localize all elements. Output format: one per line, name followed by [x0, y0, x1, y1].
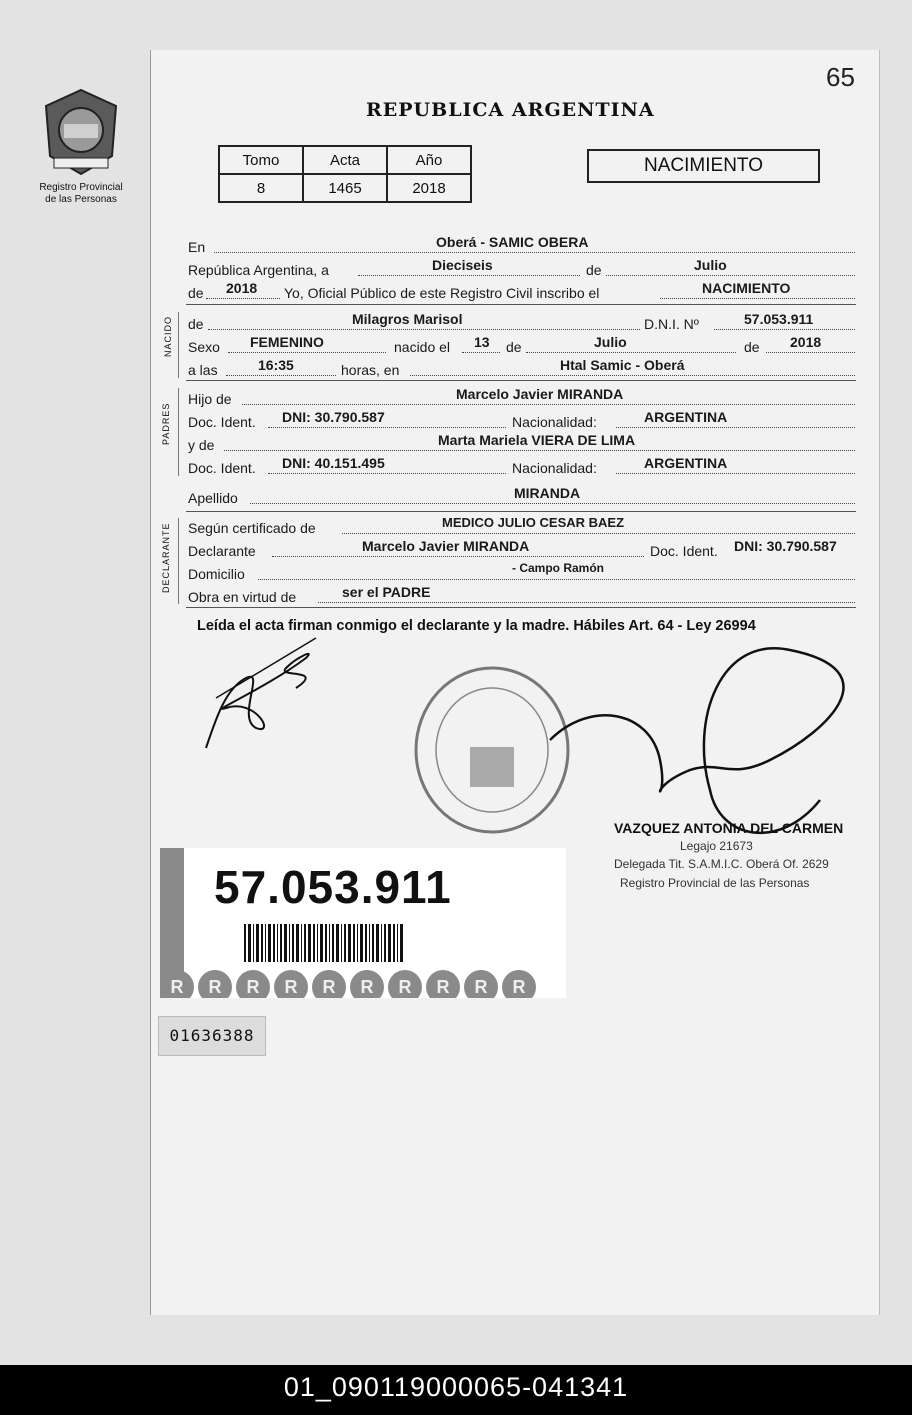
sticker-number: 57.053.911	[214, 861, 452, 913]
watermark-row: R R R R R R R R R R	[160, 970, 536, 998]
row-mother	[188, 432, 855, 457]
dotted-line	[268, 473, 506, 474]
row-mother-doc	[188, 455, 855, 480]
row-date	[188, 257, 855, 282]
tomo-header: Tomo	[219, 146, 303, 174]
place-value: Oberá - SAMIC OBERA	[436, 234, 589, 250]
doc-label: Doc. Ident.	[188, 414, 256, 430]
page-number: 65	[826, 62, 855, 92]
father-nationality: ARGENTINA	[644, 409, 728, 425]
mother-doc: DNI: 40.151.495	[282, 455, 385, 471]
dotted-line	[318, 602, 855, 603]
nacido-el-label: nacido el	[394, 339, 451, 355]
month-value: Julio	[694, 257, 727, 273]
dom-label: Domicilio	[188, 566, 245, 582]
official-legajo: Legajo 21673	[680, 839, 753, 853]
day-value: Dieciseis	[432, 257, 493, 273]
registry-label: Registro Provincial de las Personas	[39, 182, 123, 205]
section-divider	[186, 380, 856, 381]
birth-month: Julio	[594, 334, 627, 350]
row-sex	[188, 334, 855, 359]
row-time	[188, 357, 855, 382]
dotted-line	[258, 579, 855, 580]
sexo-label: Sexo	[188, 339, 220, 355]
doc-label: Doc. Ident.	[650, 543, 718, 559]
official-name: VAZQUEZ ANTONIA DEL CARMEN	[614, 820, 844, 836]
dotted-line	[616, 427, 855, 428]
serial-number: 01636388	[158, 1016, 266, 1056]
de-label: de	[188, 316, 204, 332]
row-declarant	[188, 538, 855, 563]
surname-value: MIRANDA	[514, 485, 581, 501]
dotted-line	[714, 329, 855, 330]
dotted-line	[242, 404, 855, 405]
document-title: REPUBLICA ARGENTINA	[366, 99, 655, 121]
row-father-doc	[188, 409, 855, 434]
dotted-line	[272, 556, 644, 557]
declarant-name: Marcelo Javier MIRANDA	[362, 538, 530, 554]
dni-label: D.N.I. Nº	[644, 316, 699, 332]
nac-label: Nacionalidad:	[512, 460, 597, 476]
dotted-line	[226, 375, 336, 376]
dotted-line	[342, 533, 855, 534]
official-registry: Registro Provincial de las Personas	[620, 876, 810, 890]
dotted-line	[214, 252, 855, 253]
section-bar	[178, 518, 179, 604]
de-label: de	[744, 339, 760, 355]
dotted-line	[224, 450, 855, 451]
dotted-line	[358, 275, 580, 276]
record-table	[218, 145, 472, 203]
dotted-line	[410, 375, 855, 376]
obra-label: Obra en virtud de	[188, 589, 297, 605]
dotted-line	[606, 275, 855, 276]
de-label: de	[506, 339, 522, 355]
row-father	[188, 386, 855, 411]
dotted-line	[660, 298, 855, 299]
domicile-value: - Campo Ramón	[512, 561, 605, 575]
time-label: a las	[188, 362, 218, 378]
section-bar	[178, 312, 179, 378]
barcode	[244, 924, 494, 962]
row-name	[188, 311, 855, 336]
child-name: Milagros Marisol	[352, 311, 463, 327]
birth-place: Htal Samic - Oberá	[560, 357, 685, 373]
sexo-value: FEMENINO	[250, 334, 324, 350]
nacido-section-label: NACIDO	[163, 315, 173, 357]
provincia-misiones-logo	[40, 86, 122, 178]
mother-nationality: ARGENTINA	[644, 455, 728, 471]
row-place	[188, 234, 855, 259]
de-label: de	[586, 262, 602, 278]
row-domicile	[188, 561, 855, 586]
time-value: 16:35	[258, 357, 294, 373]
dotted-line	[250, 503, 855, 504]
section-divider	[186, 304, 856, 305]
father-name: Marcelo Javier MIRANDA	[456, 386, 624, 402]
en-label: En	[188, 239, 206, 255]
dotted-line	[206, 298, 280, 299]
acta-header: Acta	[303, 146, 387, 174]
official-position: Delegada Tit. S.A.M.I.C. Oberá Of. 2629	[614, 857, 829, 871]
yde-label: y de	[188, 437, 215, 453]
dotted-line	[616, 473, 855, 474]
section-divider	[186, 511, 856, 512]
hijo-label: Hijo de	[188, 391, 232, 407]
apellido-label: Apellido	[188, 490, 238, 506]
statement-text: Yo, Oficial Público de este Registro Civil inscribo el	[284, 285, 600, 301]
republica-label: República Argentina, a	[188, 262, 329, 278]
dotted-line	[228, 352, 386, 353]
decl-label: Declarante	[188, 543, 256, 559]
place-label: horas, en	[341, 362, 400, 378]
year-value: 2018	[226, 280, 258, 296]
section-divider	[186, 607, 856, 608]
anio-value: 2018	[387, 174, 471, 202]
dotted-line	[268, 427, 506, 428]
row-certificate	[188, 515, 855, 540]
child-dni: 57.053.911	[744, 311, 814, 327]
declarant-doc: DNI: 30.790.587	[734, 538, 837, 554]
capacity-value: ser el PADRE	[342, 584, 431, 600]
certificate-value: MEDICO JULIO CESAR BAEZ	[442, 515, 625, 530]
nac-label: Nacionalidad:	[512, 414, 597, 430]
row-year	[188, 280, 855, 305]
closing-statement: Leída el acta firman conmigo el declarante y la madre. Hábiles Art. 64 - Ley 26994	[197, 618, 756, 634]
acta-value: 1465	[303, 174, 387, 202]
tomo-value: 8	[219, 174, 303, 202]
row-capacity	[188, 584, 855, 609]
padres-section-label: PADRES	[161, 402, 171, 445]
dotted-line	[208, 329, 640, 330]
birth-day: 13	[474, 334, 490, 350]
row-surname	[188, 485, 855, 510]
de2-label: de	[188, 285, 204, 301]
dotted-line	[766, 352, 855, 353]
cert-label: Según certificado de	[188, 520, 316, 536]
declarant-signature	[196, 618, 336, 758]
record-type-box: NACIMIENTO	[587, 149, 820, 183]
dotted-line	[526, 352, 736, 353]
section-bar	[178, 388, 179, 476]
father-doc: DNI: 30.790.587	[282, 409, 385, 425]
doc-label: Doc. Ident.	[188, 460, 256, 476]
declarante-section-label: DECLARANTE	[161, 522, 171, 593]
anio-header: Año	[387, 146, 471, 174]
mother-name: Marta Mariela VIERA DE LIMA	[438, 432, 636, 448]
birth-year: 2018	[790, 334, 822, 350]
dotted-line	[462, 352, 500, 353]
event-value: NACIMIENTO	[702, 280, 791, 296]
dni-sticker	[160, 848, 566, 998]
scan-file-code: 01_090119000065-041341	[0, 1365, 912, 1415]
